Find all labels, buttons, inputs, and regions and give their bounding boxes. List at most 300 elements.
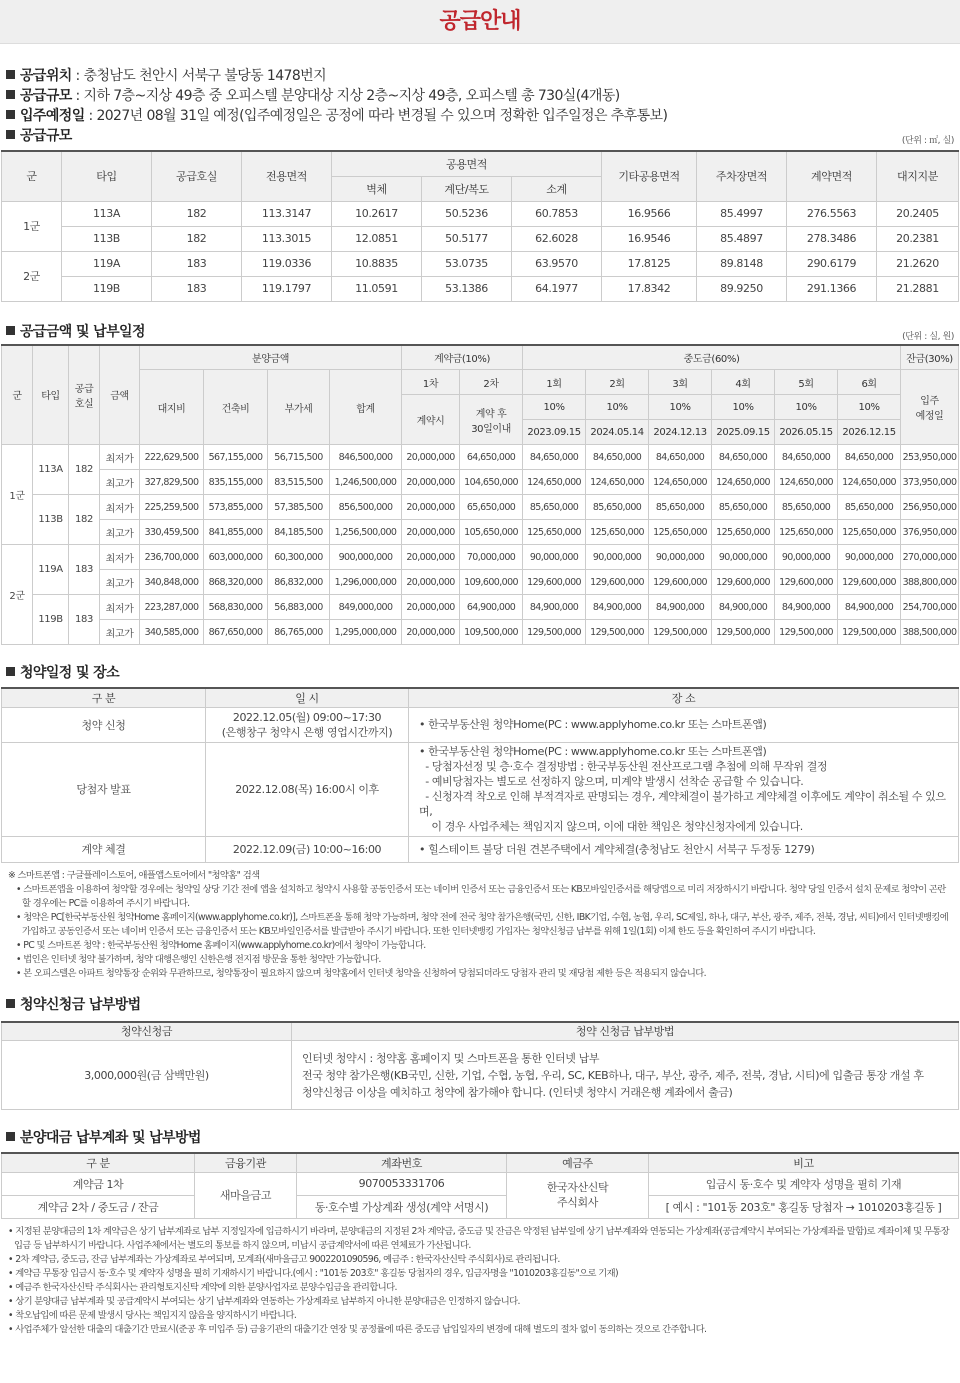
account-memo: [ 예시 : "101동 203호" 홍길동 당첨자 → 1010203홍길동 ] bbox=[649, 1195, 959, 1218]
table-row bbox=[2, 226, 959, 251]
table-row bbox=[2, 520, 959, 545]
cell-excl: 113.3015 bbox=[242, 226, 332, 251]
group-cell: 2군 bbox=[2, 251, 62, 301]
units-cell: 183 bbox=[69, 595, 100, 645]
amount-cell: 376,950,000 bbox=[901, 520, 959, 545]
table-row bbox=[2, 276, 959, 301]
col-header: 금융기관 bbox=[195, 1153, 297, 1172]
col-header: 군 bbox=[2, 151, 62, 201]
kind-cell: 최저가 bbox=[100, 545, 140, 570]
amount-cell: 900,000,000 bbox=[330, 545, 402, 570]
amount-cell: 60,300,000 bbox=[268, 545, 330, 570]
account-row-label: 계약금 1차 bbox=[2, 1172, 195, 1195]
cell-sub: 62.6028 bbox=[512, 226, 602, 251]
amount-cell: 222,629,500 bbox=[140, 445, 204, 470]
amount-cell: 568,830,000 bbox=[204, 595, 268, 620]
section-title: 공급금액 및 납부일정 bbox=[20, 323, 145, 340]
col-header: 2025.09.15 bbox=[712, 420, 775, 445]
cell-other: 17.8342 bbox=[602, 276, 697, 301]
amount-cell: 84,650,000 bbox=[775, 445, 838, 470]
amount-cell: 340,848,000 bbox=[140, 570, 204, 595]
schedule-place: • 힐스테이트 불당 더원 견본주택에서 계약체결(충청남도 천안시 서북구 두정동 1279) bbox=[409, 836, 959, 862]
col-header: 분양금액 bbox=[140, 345, 402, 370]
supply-info bbox=[0, 44, 960, 126]
table-row bbox=[2, 742, 959, 836]
account-notes bbox=[0, 1225, 960, 1337]
amount-cell: 104,650,000 bbox=[460, 470, 523, 495]
amount-cell: 84,900,000 bbox=[775, 595, 838, 620]
cell-units: 182 bbox=[152, 201, 242, 226]
amount-cell: 125,650,000 bbox=[586, 520, 649, 545]
info-label: 공급규모 bbox=[20, 88, 72, 104]
amount-cell: 129,600,000 bbox=[775, 570, 838, 595]
amount-cell: 129,500,000 bbox=[649, 620, 712, 645]
section-title: 청약일정 및 장소 bbox=[20, 665, 120, 681]
units-cell: 183 bbox=[69, 545, 100, 595]
amount-cell: 84,650,000 bbox=[586, 445, 649, 470]
amount-cell: 573,855,000 bbox=[204, 495, 268, 520]
amount-cell: 327,829,500 bbox=[140, 470, 204, 495]
amount-cell: 868,320,000 bbox=[204, 570, 268, 595]
amount-cell: 129,500,000 bbox=[712, 620, 775, 645]
table-row bbox=[2, 545, 959, 570]
cell-other: 17.8125 bbox=[602, 251, 697, 276]
amount-cell: 85,650,000 bbox=[775, 495, 838, 520]
amount-cell: 20,000,000 bbox=[402, 445, 460, 470]
cell-units: 183 bbox=[152, 251, 242, 276]
col-header: 잔금(30%) bbox=[901, 345, 959, 370]
amount-cell: 90,000,000 bbox=[649, 545, 712, 570]
amount-cell: 129,500,000 bbox=[523, 620, 586, 645]
type-cell: 113A bbox=[33, 445, 69, 495]
col-header: 벽체 bbox=[332, 176, 422, 201]
section-header-account bbox=[6, 1128, 954, 1148]
amount-cell: 20,000,000 bbox=[402, 470, 460, 495]
cell-units: 182 bbox=[152, 226, 242, 251]
amount-cell: 64,650,000 bbox=[460, 445, 523, 470]
amount-cell: 85,650,000 bbox=[523, 495, 586, 520]
amount-cell: 253,950,000 bbox=[901, 445, 959, 470]
col-header: 대지지분 bbox=[877, 151, 959, 201]
kind-cell: 최고가 bbox=[100, 470, 140, 495]
cell-sub: 64.1977 bbox=[512, 276, 602, 301]
col-header: 2회 bbox=[586, 370, 649, 395]
amount-cell: 84,900,000 bbox=[712, 595, 775, 620]
schedule-notes bbox=[0, 869, 960, 981]
kind-cell: 최저가 bbox=[100, 595, 140, 620]
col-header: 구 분 bbox=[2, 1153, 195, 1172]
schedule-time: 2022.12.09(금) 10:00~16:00 bbox=[206, 836, 409, 862]
col-header: 2024.12.13 bbox=[649, 420, 712, 445]
cell-wall: 10.8835 bbox=[332, 251, 422, 276]
info-text: : 충청남도 천안시 서북구 불당동 1478번지 bbox=[71, 68, 327, 84]
page-title: 공급안내 bbox=[0, 0, 960, 44]
amount-cell: 1,295,000,000 bbox=[330, 620, 402, 645]
note-line: • 2차 계약금, 중도금, 잔금 납부계좌는 가상계좌로 부여되며, 모계좌(새마을금고 9002201090596, 예금주 : 한국자산신탁 주식회사)로 관리됩니다. bbox=[8, 1253, 560, 1265]
amount-cell: 84,185,500 bbox=[268, 520, 330, 545]
amount-cell: 129,600,000 bbox=[838, 570, 901, 595]
schedule-kind: 계약 체결 bbox=[2, 836, 206, 862]
amount-cell: 85,650,000 bbox=[586, 495, 649, 520]
amount-cell: 867,650,000 bbox=[204, 620, 268, 645]
amount-cell: 835,155,000 bbox=[204, 470, 268, 495]
amount-cell: 57,385,500 bbox=[268, 495, 330, 520]
amount-cell: 85,650,000 bbox=[712, 495, 775, 520]
amount-cell: 125,650,000 bbox=[712, 520, 775, 545]
amount-cell: 84,900,000 bbox=[523, 595, 586, 620]
amount-cell: 56,883,000 bbox=[268, 595, 330, 620]
payment-method: 인터넷 청약시 : 청약홈 홈페이지 및 스마트폰을 통한 인터넷 납부 전국 청약 참가은행(KB국민, 신한, 기업, 수협, 농협, 우리, SC, KEB하나, 대구, 부산, 광주, 제주, 전북, 경남, 시티)에 입출금 통장 개설 후 청약신청금 이상을 예치하고 청약에 참가해야 합니다. (인터넷 청약시 거래은행 계좌에서 출금) bbox=[292, 1041, 959, 1110]
type-cell: 119B bbox=[33, 595, 69, 645]
amount-cell: 270,000,000 bbox=[901, 545, 959, 570]
amount-cell: 86,765,000 bbox=[268, 620, 330, 645]
cell-sub: 60.7853 bbox=[512, 201, 602, 226]
cell-park: 89.9250 bbox=[697, 276, 787, 301]
amount-cell: 20,000,000 bbox=[402, 620, 460, 645]
cell-excl: 119.1797 bbox=[242, 276, 332, 301]
col-header: 공급호실 bbox=[152, 151, 242, 201]
col-header: 계좌번호 bbox=[297, 1153, 507, 1172]
col-header: 1회 bbox=[523, 370, 586, 395]
account-number[interactable]: 9070053331706 bbox=[297, 1172, 507, 1195]
info-label: 입주예정일 bbox=[20, 108, 85, 124]
amount-cell: 129,600,000 bbox=[523, 570, 586, 595]
cell-stair: 50.5177 bbox=[422, 226, 512, 251]
table-row bbox=[2, 620, 959, 645]
section-header-price bbox=[6, 322, 954, 342]
col-header: 장 소 bbox=[409, 688, 959, 707]
col-header: 5회 bbox=[775, 370, 838, 395]
type-cell: 113B bbox=[33, 495, 69, 545]
cell-wall: 10.2617 bbox=[332, 201, 422, 226]
amount-cell: 129,500,000 bbox=[775, 620, 838, 645]
schedule-place: • 한국부동산원 청약Home(PC : www.applyhome.co.kr 또는 스마트폰앱) - 당첨자선정 및 층·호수 결정방법 : 한국부동산원 전산프로그램 추첨에 의해 무작위 결정 - 예비당첨자는 별도로 선정하지 않으며, 미계약 발생시 선착순 공급할 수 있습니다. - 신청자격 착오로 인해 부적격자로 판명되는 경우, 계약체결이 불가하고 계약체결 이후에도 계약이 취소될 수 있으며, 이 경우 사업주체는 책임지지 않으며, 이에 대한 책임은 청약신청자에게 있습니다. bbox=[409, 742, 959, 836]
unit-note: (단위 : 실, 원) bbox=[902, 331, 954, 342]
price-table bbox=[1, 344, 959, 646]
section-title: 공급규모 bbox=[20, 128, 72, 144]
amount-cell: 90,000,000 bbox=[523, 545, 586, 570]
amount-cell: 20,000,000 bbox=[402, 570, 460, 595]
cell-type: 113B bbox=[62, 226, 152, 251]
col-header: 계단/복도 bbox=[422, 176, 512, 201]
col-header: 주차장면적 bbox=[697, 151, 787, 201]
note-line: • 예금주 한국자산신탁 주식회사는 관리형토지신탁 계약에 의한 분양사업자로 분양수입금을 관리합니다. bbox=[8, 1281, 397, 1293]
cell-units: 183 bbox=[152, 276, 242, 301]
col-header: 계약시 bbox=[402, 395, 460, 445]
cell-sub: 63.9570 bbox=[512, 251, 602, 276]
col-header: 10% bbox=[775, 395, 838, 420]
amount-cell: 90,000,000 bbox=[586, 545, 649, 570]
amount-cell: 85,650,000 bbox=[649, 495, 712, 520]
bullet-square bbox=[6, 90, 15, 99]
account-holder: 한국자산신탁 주식회사 bbox=[507, 1172, 649, 1218]
amount-cell: 841,855,000 bbox=[204, 520, 268, 545]
note-line: • 착오납입에 따른 문제 발생시 당사는 책임지지 않음을 양지하시기 바랍니다. bbox=[8, 1309, 297, 1321]
amount-cell: 567,155,000 bbox=[204, 445, 268, 470]
col-header: 10% bbox=[838, 395, 901, 420]
amount-cell: 84,650,000 bbox=[712, 445, 775, 470]
col-header: 기타공용면적 bbox=[602, 151, 697, 201]
col-header: 금액 bbox=[100, 345, 140, 445]
amount-cell: 86,832,000 bbox=[268, 570, 330, 595]
kind-cell: 최고가 bbox=[100, 620, 140, 645]
col-header: 예금주 bbox=[507, 1153, 649, 1172]
col-header: 2차 bbox=[460, 370, 523, 395]
amount-cell: 388,500,000 bbox=[901, 620, 959, 645]
cell-stair: 53.1386 bbox=[422, 276, 512, 301]
amount-cell: 340,585,000 bbox=[140, 620, 204, 645]
section-title: 청약신청금 납부방법 bbox=[20, 996, 141, 1013]
cell-type: 119B bbox=[62, 276, 152, 301]
amount-cell: 20,000,000 bbox=[402, 595, 460, 620]
col-header: 2026.12.15 bbox=[838, 420, 901, 445]
bullet-square bbox=[6, 70, 15, 79]
amount-cell: 105,650,000 bbox=[460, 520, 523, 545]
schedule-table bbox=[1, 687, 959, 863]
amount-cell: 124,650,000 bbox=[775, 470, 838, 495]
col-header: 타입 bbox=[33, 345, 69, 445]
col-header: 부가세 bbox=[268, 370, 330, 445]
col-header: 10% bbox=[712, 395, 775, 420]
col-header: 군 bbox=[2, 345, 33, 445]
amount-cell: 849,000,000 bbox=[330, 595, 402, 620]
cell-excl: 119.0336 bbox=[242, 251, 332, 276]
account-number: 동·호수별 가상계좌 생성(계약 서명시) bbox=[297, 1195, 507, 1218]
amount-cell: 1,246,500,000 bbox=[330, 470, 402, 495]
info-line bbox=[6, 106, 960, 126]
col-header: 공용면적 bbox=[332, 151, 602, 176]
amount-cell: 125,650,000 bbox=[523, 520, 586, 545]
amount-cell: 603,000,000 bbox=[204, 545, 268, 570]
note-line: • 지정된 분양대금의 1차 계약금은 상기 납부계좌로 납부 지정일자에 입금하시기 바라며, 분양대금의 지정된 2차 계약금, 중도금 및 잔금은 약정된 납부일에 상기 납부계좌와 연동되는 가상계좌(공급계약시 부여되는 가상계좌를 말함)로 계좌이체 및 무통장입금 등 납부하시기 바랍니다. 사업주체에서는 별도의 통보를 하지 않으며, 미납시 공급계약서에 따른 연체료가 가산됩니다. bbox=[8, 1225, 950, 1251]
schedule-place: • 한국부동산원 청약Home(PC : www.applyhome.co.kr 또는 스마트폰앱) bbox=[409, 707, 959, 742]
cell-excl: 113.3147 bbox=[242, 201, 332, 226]
kind-cell: 최고가 bbox=[100, 570, 140, 595]
amount-cell: 84,650,000 bbox=[838, 445, 901, 470]
cell-land: 20.2405 bbox=[877, 201, 959, 226]
col-header: 일 시 bbox=[206, 688, 409, 707]
amount-cell: 20,000,000 bbox=[402, 545, 460, 570]
cell-other: 16.9566 bbox=[602, 201, 697, 226]
cell-contract: 278.3486 bbox=[787, 226, 877, 251]
section-header-payment bbox=[6, 995, 954, 1015]
cell-land: 20.2381 bbox=[877, 226, 959, 251]
col-header: 계약금(10%) bbox=[402, 345, 523, 370]
kind-cell: 최저가 bbox=[100, 445, 140, 470]
amount-cell: 129,500,000 bbox=[586, 620, 649, 645]
col-header: 6회 bbox=[838, 370, 901, 395]
amount-cell: 129,600,000 bbox=[586, 570, 649, 595]
note-line: • 계약금 무통장 입금시 동·호수 및 계약자 성명을 필히 기재하시기 바랍니다.(예시 : "101동 203호" 홍길동 당첨자의 경우, 입금자명을 "1010203홍길동"으로 기재) bbox=[8, 1267, 619, 1279]
amount-cell: 64,900,000 bbox=[460, 595, 523, 620]
bank-name: 새마을금고 bbox=[195, 1172, 297, 1218]
col-header: 구 분 bbox=[2, 688, 206, 707]
amount-cell: 56,715,500 bbox=[268, 445, 330, 470]
col-header: 4회 bbox=[712, 370, 775, 395]
amount-cell: 84,900,000 bbox=[586, 595, 649, 620]
amount-cell: 129,600,000 bbox=[712, 570, 775, 595]
amount-cell: 124,650,000 bbox=[838, 470, 901, 495]
cell-park: 85.4897 bbox=[697, 226, 787, 251]
note-line: • 상기 분양대금 납부계좌 및 공급계약시 부여되는 상기 납부계좌와 연동하는 가상계좌로 납부하지 아니한 분양대금은 인정하지 않습니다. bbox=[8, 1295, 520, 1307]
unit-note: (단위 : ㎡, 실) bbox=[901, 136, 954, 146]
info-line bbox=[6, 86, 960, 106]
amount-cell: 125,650,000 bbox=[649, 520, 712, 545]
col-header: 2024.05.14 bbox=[586, 420, 649, 445]
cell-type: 119A bbox=[62, 251, 152, 276]
amount-cell: 125,650,000 bbox=[838, 520, 901, 545]
amount-cell: 124,650,000 bbox=[712, 470, 775, 495]
account-row-label: 계약금 2차 / 중도금 / 잔금 bbox=[2, 1195, 195, 1218]
amount-cell: 124,650,000 bbox=[523, 470, 586, 495]
note-line: • 청약은 PC[한국부동산원 청약Home 홈페이지(www.applyhome.co.kr)], 스마트폰을 통해 청약 가능하며, 청약 전에 전국 청약 참가은행(국민, 신한, IBK기업, 수협, 농협, 우리, SC제일, 하나, 대구, 부산, 광주, 제주, 전북, 경남, 씨티)에서 인터넷뱅킹에 가입하고 공동인증서 또는 네이버 인증서 또는 금융인증서 또는 KB모바일인증서를 발급받아 주시기 바랍니다. 또한 인터넷뱅킹 가입자는 청약신청금 납부를 위해 1일(1회) 이체 한도 등을 확인하여 주시기 바랍니다. bbox=[16, 911, 949, 937]
amount-cell: 109,600,000 bbox=[460, 570, 523, 595]
col-header: 합계 bbox=[330, 370, 402, 445]
amount-cell: 124,650,000 bbox=[586, 470, 649, 495]
amount-cell: 236,700,000 bbox=[140, 545, 204, 570]
cell-contract: 291.1366 bbox=[787, 276, 877, 301]
amount-cell: 254,700,000 bbox=[901, 595, 959, 620]
amount-cell: 373,950,000 bbox=[901, 470, 959, 495]
info-text: : 지하 7층~지상 49층 중 오피스텔 분양대상 지상 2층~지상 49층, 오피스텔 총 730실(4개동) bbox=[71, 88, 620, 104]
table-row bbox=[2, 595, 959, 620]
col-header: 계약 후 30일이내 bbox=[460, 395, 523, 445]
amount-cell: 83,515,500 bbox=[268, 470, 330, 495]
col-header: 건축비 bbox=[204, 370, 268, 445]
cell-land: 21.2881 bbox=[877, 276, 959, 301]
amount-cell: 125,650,000 bbox=[775, 520, 838, 545]
info-line bbox=[6, 66, 960, 86]
note-line: • 본 오피스텔은 아파트 청약통장 순위와 무관하므로, 청약통장이 필요하지 않으며 청약홈에서 인터넷 청약을 신청하여 당첨되더라도 당첨자 관리 및 재당첨 제한 등은 적용되지 않습니다. bbox=[16, 967, 706, 979]
col-header: 계약면적 bbox=[787, 151, 877, 201]
amount-cell: 84,900,000 bbox=[649, 595, 712, 620]
group-cell: 1군 bbox=[2, 201, 62, 251]
kind-cell: 최고가 bbox=[100, 520, 140, 545]
units-cell: 182 bbox=[69, 495, 100, 545]
units-cell: 182 bbox=[69, 445, 100, 495]
amount-cell: 90,000,000 bbox=[712, 545, 775, 570]
col-header: 2026.05.15 bbox=[775, 420, 838, 445]
amount-cell: 129,600,000 bbox=[649, 570, 712, 595]
section-title: 분양대금 납부계좌 및 납부방법 bbox=[20, 1130, 201, 1146]
group-cell: 1군 bbox=[2, 445, 33, 545]
scale-table bbox=[1, 150, 959, 302]
cell-land: 21.2620 bbox=[877, 251, 959, 276]
cell-other: 16.9546 bbox=[602, 226, 697, 251]
table-row bbox=[2, 445, 959, 470]
amount-cell: 225,259,500 bbox=[140, 495, 204, 520]
account-table bbox=[1, 1152, 959, 1219]
amount-cell: 124,650,000 bbox=[649, 470, 712, 495]
schedule-time: 2022.12.08(목) 16:00시 이후 bbox=[206, 742, 409, 836]
col-header: 비고 bbox=[649, 1153, 959, 1172]
amount-cell: 846,500,000 bbox=[330, 445, 402, 470]
amount-cell: 330,459,500 bbox=[140, 520, 204, 545]
amount-cell: 84,900,000 bbox=[838, 595, 901, 620]
amount-cell: 70,000,000 bbox=[460, 545, 523, 570]
schedule-kind: 당첨자 발표 bbox=[2, 742, 206, 836]
section-header-schedule bbox=[6, 663, 954, 683]
col-header: 소계 bbox=[512, 176, 602, 201]
cell-contract: 276.5563 bbox=[787, 201, 877, 226]
table-row bbox=[2, 470, 959, 495]
kind-cell: 최저가 bbox=[100, 495, 140, 520]
amount-cell: 84,650,000 bbox=[649, 445, 712, 470]
schedule-kind: 청약 신청 bbox=[2, 707, 206, 742]
note-line: • 스마트폰앱을 이용하여 청약할 경우에는 청약일 상당 기간 전에 앱을 설치하고 청약시 사용할 공동인증서 또는 네이버 인증서 또는 금융인증서 또는 KB모바일인증서를 해당앱으로 미리 저장하시기 바랍니다. 청약 당일 인증서 설치 문제로 청약이 곤란할 경우에는 PC를 이용하여 주시기 바랍니다. bbox=[16, 883, 946, 909]
col-header: 청약신청금 bbox=[2, 1022, 292, 1041]
note-line: • PC 및 스마트폰 청약 : 한국부동산원 청약Home 홈페이지(www.applyhome.co.kr)에서 청약이 가능합니다. bbox=[16, 939, 426, 951]
payment-amount: 3,000,000원(금 삼백만원) bbox=[2, 1041, 292, 1110]
amount-cell: 20,000,000 bbox=[402, 520, 460, 545]
type-cell: 119A bbox=[33, 545, 69, 595]
col-header: 공급 호실 bbox=[69, 345, 100, 445]
payment-table bbox=[1, 1021, 959, 1111]
amount-cell: 223,287,000 bbox=[140, 595, 204, 620]
amount-cell: 90,000,000 bbox=[775, 545, 838, 570]
table-row bbox=[2, 201, 959, 226]
schedule-time: 2022.12.05(월) 09:00~17:30 (은행창구 청약시 은행 영업시간까지) bbox=[206, 707, 409, 742]
table-row bbox=[2, 251, 959, 276]
section-header-scale bbox=[6, 126, 954, 146]
col-header: 2023.09.15 bbox=[523, 420, 586, 445]
amount-cell: 90,000,000 bbox=[838, 545, 901, 570]
col-header: 입주 예정일 bbox=[901, 370, 959, 445]
col-header: 청약 신청금 납부방법 bbox=[292, 1022, 959, 1041]
amount-cell: 856,500,000 bbox=[330, 495, 402, 520]
note-line: ※ 스마트폰앱 : 구글플레이스토어, 애플앱스토어에서 "청약홈" 검색 bbox=[8, 869, 260, 881]
col-header: 3회 bbox=[649, 370, 712, 395]
info-label: 공급위치 bbox=[20, 68, 72, 84]
cell-wall: 12.0851 bbox=[332, 226, 422, 251]
info-text: : 2027년 08월 31일 예정(입주예정일은 공정에 따라 변경될 수 있으며 정확한 입주일정은 추후통보) bbox=[84, 108, 668, 124]
cell-type: 113A bbox=[62, 201, 152, 226]
amount-cell: 85,650,000 bbox=[838, 495, 901, 520]
table-row bbox=[2, 570, 959, 595]
amount-cell: 1,256,500,000 bbox=[330, 520, 402, 545]
col-header: 10% bbox=[649, 395, 712, 420]
amount-cell: 84,650,000 bbox=[523, 445, 586, 470]
amount-cell: 109,500,000 bbox=[460, 620, 523, 645]
cell-stair: 53.0735 bbox=[422, 251, 512, 276]
cell-park: 89.8148 bbox=[697, 251, 787, 276]
amount-cell: 129,500,000 bbox=[838, 620, 901, 645]
col-header: 10% bbox=[523, 395, 586, 420]
col-header: 중도금(60%) bbox=[523, 345, 901, 370]
col-header: 10% bbox=[586, 395, 649, 420]
amount-cell: 65,650,000 bbox=[460, 495, 523, 520]
col-header: 타입 bbox=[62, 151, 152, 201]
table-row bbox=[2, 495, 959, 520]
note-line: • 법인은 인터넷 청약 불가하며, 청약 대행은행인 신한은행 전지점 방문을 통한 청약만 가능합니다. bbox=[16, 953, 381, 965]
amount-cell: 1,296,000,000 bbox=[330, 570, 402, 595]
cell-stair: 50.5236 bbox=[422, 201, 512, 226]
table-row bbox=[2, 836, 959, 862]
group-cell: 2군 bbox=[2, 545, 33, 645]
col-header: 전용면적 bbox=[242, 151, 332, 201]
amount-cell: 388,800,000 bbox=[901, 570, 959, 595]
account-memo: 입금시 동·호수 및 계약자 성명을 필히 기재 bbox=[649, 1172, 959, 1195]
col-header: 1차 bbox=[402, 370, 460, 395]
col-header: 대지비 bbox=[140, 370, 204, 445]
amount-cell: 256,950,000 bbox=[901, 495, 959, 520]
note-line: • 사업주체가 알선한 대출의 대출기간 만료시(준공 후 미입주 등) 금융기관의 대출기간 연장 및 공정률에 따른 중도금 납입일자의 변경에 대해 별도의 절차 없이 동의하는 것으로 간주합니다. bbox=[8, 1323, 707, 1335]
amount-cell: 20,000,000 bbox=[402, 495, 460, 520]
cell-wall: 11.0591 bbox=[332, 276, 422, 301]
table-row bbox=[2, 707, 959, 742]
cell-park: 85.4997 bbox=[697, 201, 787, 226]
bullet-square bbox=[6, 110, 15, 119]
